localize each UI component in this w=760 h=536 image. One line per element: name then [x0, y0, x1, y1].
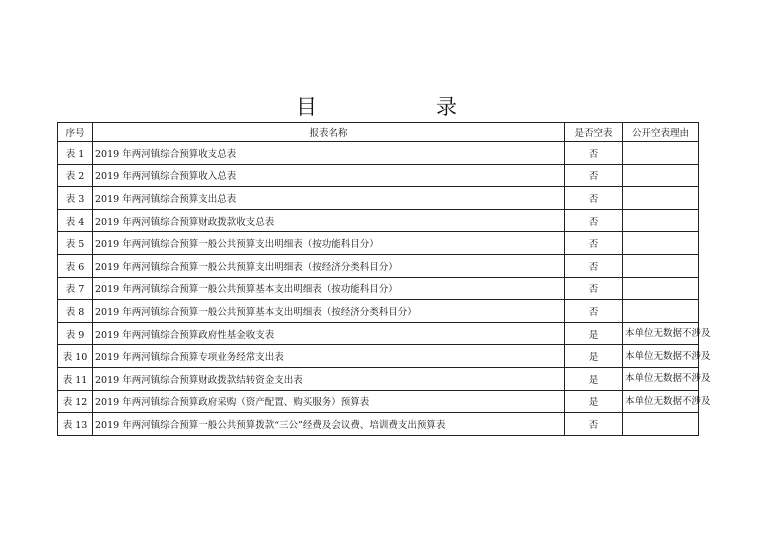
- row-reason: 本单位无数据不涉及: [623, 322, 699, 345]
- row-is-empty: 否: [565, 209, 623, 232]
- row-name: 2019 年两河镇综合预算政府性基金收支表: [93, 322, 565, 345]
- page-title: [0, 92, 760, 122]
- row-reason: [623, 142, 699, 165]
- row-name: 2019 年两河镇综合预算收支总表: [93, 142, 565, 165]
- row-name: 2019 年两河镇综合预算财政拨款收支总表: [93, 209, 565, 232]
- row-is-empty: 否: [565, 232, 623, 255]
- table-row: [58, 232, 699, 255]
- row-reason: [623, 413, 699, 436]
- row-seq: 表 13: [58, 413, 93, 436]
- row-seq: 表 4: [58, 209, 93, 232]
- row-name: 2019 年两河镇综合预算一般公共预算基本支出明细表（按功能科目分）: [93, 277, 565, 300]
- table-row: [58, 254, 699, 277]
- row-is-empty: 是: [565, 345, 623, 368]
- row-seq: 表 7: [58, 277, 93, 300]
- row-name: 2019 年两河镇综合预算一般公共预算基本支出明细表（按经济分类科目分）: [93, 300, 565, 323]
- header-name: 报表名称: [93, 123, 565, 142]
- row-reason: [623, 164, 699, 187]
- row-name: 2019 年两河镇综合预算政府采购（资产配置、购买服务）预算表: [93, 390, 565, 413]
- row-reason: [623, 254, 699, 277]
- row-seq: 表 5: [58, 232, 93, 255]
- table-row: [58, 345, 699, 368]
- row-is-empty: 否: [565, 300, 623, 323]
- header-seq: 序号: [58, 123, 93, 142]
- row-seq: 表 11: [58, 367, 93, 390]
- row-reason: 本单位无数据不涉及: [623, 367, 699, 390]
- header-reason: 公开空表理由: [623, 123, 699, 142]
- table-row: [58, 187, 699, 210]
- table-row: [58, 277, 699, 300]
- row-is-empty: 是: [565, 322, 623, 345]
- row-reason: [623, 232, 699, 255]
- title-char-1: 目: [296, 95, 317, 119]
- table-row: [58, 300, 699, 323]
- table-row: [58, 390, 699, 413]
- row-is-empty: 是: [565, 390, 623, 413]
- title-char-2: 录: [436, 95, 457, 119]
- row-seq: 表 9: [58, 322, 93, 345]
- contents-table: [57, 122, 711, 436]
- table-row: [58, 209, 699, 232]
- row-seq: 表 1: [58, 142, 93, 165]
- table-row: [58, 367, 699, 390]
- row-is-empty: 否: [565, 187, 623, 210]
- table-row: [58, 164, 699, 187]
- row-name: 2019 年两河镇综合预算收入总表: [93, 164, 565, 187]
- row-reason: [623, 187, 699, 210]
- row-seq: 表 8: [58, 300, 93, 323]
- row-reason: [623, 209, 699, 232]
- row-is-empty: 否: [565, 413, 623, 436]
- header-is-empty: 是否空表: [565, 123, 623, 142]
- table-row: [58, 322, 699, 345]
- row-seq: 表 12: [58, 390, 93, 413]
- header-row: [58, 123, 699, 142]
- row-reason: [623, 300, 699, 323]
- row-seq: 表 3: [58, 187, 93, 210]
- row-seq: 表 6: [58, 254, 93, 277]
- row-name: 2019 年两河镇综合预算一般公共预算支出明细表（按经济分类科目分）: [93, 254, 565, 277]
- row-is-empty: 否: [565, 254, 623, 277]
- row-is-empty: 否: [565, 142, 623, 165]
- row-is-empty: 是: [565, 367, 623, 390]
- row-seq: 表 10: [58, 345, 93, 368]
- row-name: 2019 年两河镇综合预算一般公共预算支出明细表（按功能科目分）: [93, 232, 565, 255]
- row-name: 2019 年两河镇综合预算财政拨款结转资金支出表: [93, 367, 565, 390]
- row-name: 2019 年两河镇综合预算专项业务经常支出表: [93, 345, 565, 368]
- row-reason: 本单位无数据不涉及: [623, 390, 699, 413]
- row-name: 2019 年两河镇综合预算支出总表: [93, 187, 565, 210]
- row-is-empty: 否: [565, 164, 623, 187]
- row-reason: [623, 277, 699, 300]
- row-is-empty: 否: [565, 277, 623, 300]
- row-reason: 本单位无数据不涉及: [623, 345, 699, 368]
- row-name: 2019 年两河镇综合预算一般公共预算拨款“三公”经费及会议费、培训费支出预算表: [93, 413, 565, 436]
- row-seq: 表 2: [58, 164, 93, 187]
- table-row: [58, 142, 699, 165]
- table-row: [58, 413, 699, 436]
